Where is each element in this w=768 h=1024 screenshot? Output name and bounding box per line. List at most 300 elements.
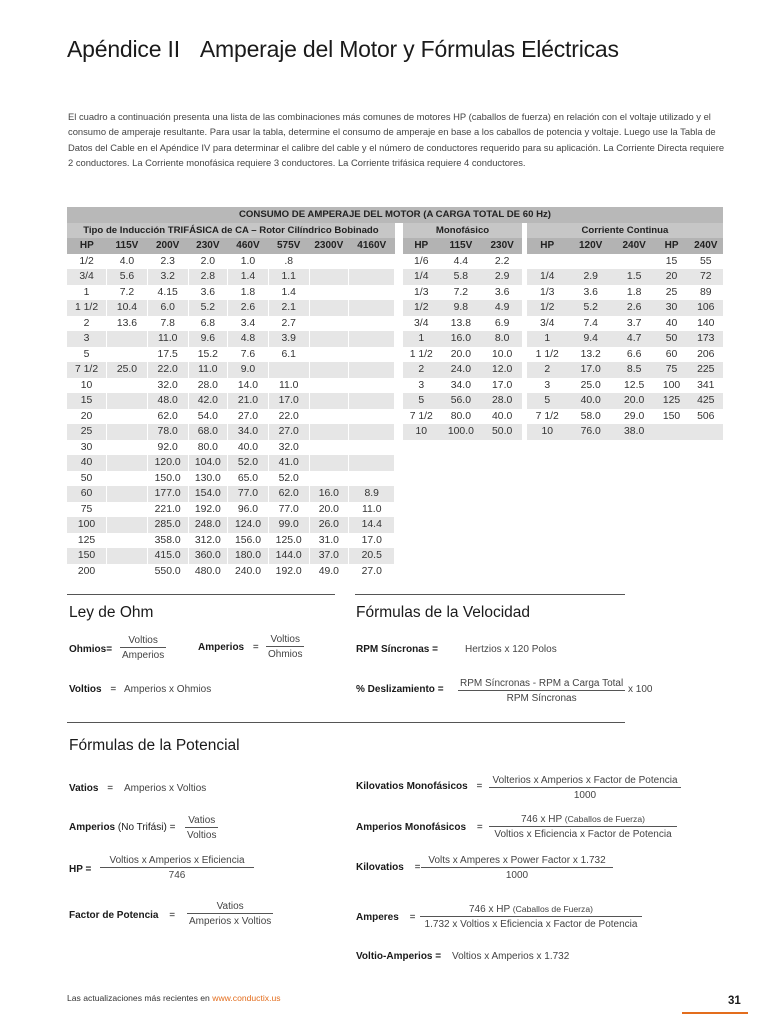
cell-3ph: 1.4 — [268, 285, 309, 301]
cell-3ph: 3.6 — [188, 285, 228, 301]
cell-dc: 30 — [655, 300, 689, 316]
ohm-law-heading: Ley de Ohm — [69, 604, 154, 621]
cell-3ph: 28.0 — [188, 378, 228, 394]
cell-dc: 6.6 — [614, 347, 655, 363]
cell-3ph — [107, 409, 148, 425]
cell-3ph: 22.0 — [147, 362, 188, 378]
cell-3ph: 48.0 — [147, 393, 188, 409]
cell-dc: 1/4 — [527, 269, 568, 285]
cell-3ph: 14.0 — [228, 378, 269, 394]
cell-dc: 17.0 — [568, 362, 614, 378]
cell-3ph: 62.0 — [147, 409, 188, 425]
cell-3ph: 104.0 — [188, 455, 228, 471]
vatios-expression: Amperios x Voltios — [124, 783, 207, 794]
cell-3ph — [349, 269, 395, 285]
cell-dc: 1.8 — [614, 285, 655, 301]
page-number-underline — [682, 1012, 748, 1014]
cell-dc: 3.7 — [614, 316, 655, 332]
cell-empty — [395, 471, 403, 487]
cell-dc: 3.6 — [568, 285, 614, 301]
cell-1ph: 3 — [403, 378, 440, 394]
col-header-3ph: 460V — [228, 238, 269, 254]
cell-empty — [614, 548, 655, 564]
cell-3ph: 8.9 — [349, 486, 395, 502]
cell-1ph: 1/2 — [403, 300, 440, 316]
table-row — [67, 424, 723, 440]
cell-empty — [655, 533, 689, 549]
cell-3ph: 2.8 — [188, 269, 228, 285]
cell-3ph: 2.7 — [268, 316, 309, 332]
cell-3ph: 6.1 — [268, 347, 309, 363]
cell-dc: 75 — [655, 362, 689, 378]
cell-1ph: 1 1/2 — [403, 347, 440, 363]
cell-gap — [395, 269, 403, 285]
cell-3ph — [349, 455, 395, 471]
cell-3ph: 4.8 — [228, 331, 269, 347]
cell-3ph: 26.0 — [309, 517, 349, 533]
cell-3ph: 1.4 — [228, 269, 269, 285]
cell-3ph: 11.0 — [268, 378, 309, 394]
cell-1ph: 17.0 — [482, 378, 523, 394]
cell-1ph: 34.0 — [440, 378, 482, 394]
cell-dc: 25 — [655, 285, 689, 301]
cell-dc: 1 1/2 — [527, 347, 568, 363]
cell-3ph: 192.0 — [188, 502, 228, 518]
cell-dc — [614, 254, 655, 270]
cell-1ph: 12.0 — [482, 362, 523, 378]
slip-multiplier: x 100 — [628, 684, 653, 695]
cell-3ph: .8 — [268, 254, 309, 270]
cell-dc: 40 — [655, 316, 689, 332]
cell-3ph: 78.0 — [147, 424, 188, 440]
table-row — [67, 533, 723, 549]
cell-empty — [614, 564, 655, 580]
cell-empty — [655, 548, 689, 564]
cell-3ph: 358.0 — [147, 533, 188, 549]
table-row — [67, 393, 723, 409]
voltios-label: Voltios = — [69, 684, 117, 695]
cell-3ph: 41.0 — [268, 455, 309, 471]
cell-empty — [655, 440, 689, 456]
cell-empty — [568, 471, 614, 487]
col-header-3ph: HP — [67, 238, 107, 254]
ohmios-fraction — [120, 635, 166, 661]
cell-dc: 58.0 — [568, 409, 614, 425]
cell-3ph — [107, 331, 148, 347]
cell-3ph: 17.5 — [147, 347, 188, 363]
table-row — [67, 517, 723, 533]
cell-3ph — [349, 409, 395, 425]
cell-1ph: 10.0 — [482, 347, 523, 363]
cell-empty — [395, 486, 403, 502]
cell-3ph — [349, 331, 395, 347]
col-header-dc: 240V — [614, 238, 655, 254]
cell-empty — [395, 564, 403, 580]
cell-dc: 20 — [655, 269, 689, 285]
cell-1ph: 6.9 — [482, 316, 523, 332]
cell-3ph — [107, 347, 148, 363]
cell-3ph: 15 — [67, 393, 107, 409]
cell-empty — [614, 517, 655, 533]
factor-potencia-label: Factor de Potencia = — [69, 910, 176, 921]
amperios-monofasicos-fraction: 746 x HP (Caballos de Fuerza) Voltios x Eficiencia x Factor de Potencia — [489, 814, 677, 840]
table-row — [67, 455, 723, 471]
cell-3ph: 1 — [67, 285, 107, 301]
cell-empty — [440, 440, 482, 456]
cell-dc: 20.0 — [614, 393, 655, 409]
col-header-3ph: 115V — [107, 238, 148, 254]
cell-dc: 76.0 — [568, 424, 614, 440]
cell-3ph: 17.0 — [349, 533, 395, 549]
cell-3ph — [107, 471, 148, 487]
cell-3ph: 100 — [67, 517, 107, 533]
cell-3ph: 125.0 — [268, 533, 309, 549]
cell-empty — [655, 471, 689, 487]
footer-note: Las actualizaciones más recientes en www.conductix.us — [67, 993, 281, 1003]
cell-empty — [403, 486, 440, 502]
cell-3ph: 180.0 — [228, 548, 269, 564]
cell-dc: 225 — [689, 362, 723, 378]
cell-1ph: 56.0 — [440, 393, 482, 409]
cell-3ph: 7.2 — [107, 285, 148, 301]
cell-3ph: 2.0 — [188, 254, 228, 270]
group-header-dc: Corriente Continua — [527, 223, 723, 239]
cell-3ph: 156.0 — [228, 533, 269, 549]
cell-dc: 2.6 — [614, 300, 655, 316]
cell-3ph — [268, 362, 309, 378]
cell-empty — [655, 486, 689, 502]
cell-3ph: 125 — [67, 533, 107, 549]
cell-1ph: 7.2 — [440, 285, 482, 301]
cell-3ph: 360.0 — [188, 548, 228, 564]
cell-gap — [395, 362, 403, 378]
col-header-dc: 240V — [689, 238, 723, 254]
cell-3ph: 7.8 — [147, 316, 188, 332]
cell-3ph — [349, 316, 395, 332]
table-row — [67, 362, 723, 378]
cell-1ph: 20.0 — [440, 347, 482, 363]
cell-3ph — [309, 362, 349, 378]
cell-empty — [395, 517, 403, 533]
cell-3ph: 550.0 — [147, 564, 188, 580]
cell-empty — [395, 548, 403, 564]
cell-3ph: 2.6 — [228, 300, 269, 316]
col-header-3ph: 230V — [188, 238, 228, 254]
kilovatios-monofasicos-fraction: Volterios x Amperios x Factor de Potencia 1000 — [489, 775, 681, 801]
cell-empty — [568, 533, 614, 549]
cell-3ph: 60 — [67, 486, 107, 502]
cell-empty — [527, 471, 568, 487]
cell-3ph: 77.0 — [228, 486, 269, 502]
amperios-no-trifasico-label: Amperios (No Trifási) = — [69, 822, 176, 833]
cell-3ph: 1.0 — [228, 254, 269, 270]
cell-3ph: 25 — [67, 424, 107, 440]
cell-3ph — [107, 533, 148, 549]
cell-3ph: 6.8 — [188, 316, 228, 332]
cell-empty — [527, 564, 568, 580]
group-header-three-phase: Tipo de Inducción TRIFÁSICA de CA – Rotor Cilíndrico Bobinado — [67, 223, 395, 239]
cell-empty — [395, 440, 403, 456]
cell-1ph: 16.0 — [440, 331, 482, 347]
cell-3ph: 7.6 — [228, 347, 269, 363]
table-row — [67, 564, 723, 580]
cell-3ph: 154.0 — [188, 486, 228, 502]
cell-1ph: 28.0 — [482, 393, 523, 409]
amperios-fraction — [266, 634, 304, 660]
cell-1ph: 2 — [403, 362, 440, 378]
cell-3ph: 11.0 — [147, 331, 188, 347]
cell-empty — [440, 533, 482, 549]
cell-1ph: 1/6 — [403, 254, 440, 270]
cell-3ph: 62.0 — [268, 486, 309, 502]
cell-empty — [689, 548, 723, 564]
cell-dc: 72 — [689, 269, 723, 285]
cell-dc: 13.2 — [568, 347, 614, 363]
cell-empty — [655, 502, 689, 518]
cell-3ph: 11.0 — [349, 502, 395, 518]
cell-dc: 1/3 — [527, 285, 568, 301]
cell-1ph: 3/4 — [403, 316, 440, 332]
cell-3ph: 1/2 — [67, 254, 107, 270]
cell-3ph: 240.0 — [228, 564, 269, 580]
cell-3ph: 99.0 — [268, 517, 309, 533]
cell-3ph — [309, 285, 349, 301]
cell-3ph: 120.0 — [147, 455, 188, 471]
cell-3ph: 150 — [67, 548, 107, 564]
cell-1ph: 13.8 — [440, 316, 482, 332]
cell-empty — [395, 533, 403, 549]
hp-label: HP = — [69, 864, 92, 875]
table-row — [67, 347, 723, 363]
cell-empty — [568, 502, 614, 518]
ohmios-numerator: Voltios — [128, 635, 158, 646]
cell-dc: 1 — [527, 331, 568, 347]
cell-3ph: 14.4 — [349, 517, 395, 533]
website-link[interactable]: www.conductix.us — [212, 993, 281, 1003]
cell-3ph — [349, 378, 395, 394]
col-header-3ph: 200V — [147, 238, 188, 254]
cell-empty — [440, 471, 482, 487]
cell-3ph: 5.6 — [107, 269, 148, 285]
cell-3ph: 3/4 — [67, 269, 107, 285]
cell-3ph: 75 — [67, 502, 107, 518]
amperes-fraction: 746 x HP (Caballos de Fuerza) 1.732 x Voltios x Eficiencia x Factor de Potencia — [420, 904, 642, 930]
cell-3ph: 2 — [67, 316, 107, 332]
cell-dc: 2.9 — [568, 269, 614, 285]
cell-3ph: 20 — [67, 409, 107, 425]
cell-3ph: 32.0 — [268, 440, 309, 456]
cell-3ph — [349, 300, 395, 316]
cell-gap — [395, 285, 403, 301]
cell-dc — [689, 424, 723, 440]
rpm-label: RPM Síncronas = — [356, 644, 438, 655]
cell-dc: 7.4 — [568, 316, 614, 332]
cell-dc: 425 — [689, 393, 723, 409]
cell-empty — [568, 486, 614, 502]
cell-3ph — [107, 517, 148, 533]
cell-3ph: 4.0 — [107, 254, 148, 270]
ohmios-label: Ohmios= — [69, 644, 113, 655]
cell-empty — [568, 455, 614, 471]
cell-3ph: 65.0 — [228, 471, 269, 487]
cell-3ph: 124.0 — [228, 517, 269, 533]
voltio-amperios-label: Voltio-Amperios = — [356, 951, 442, 962]
cell-dc: 60 — [655, 347, 689, 363]
cell-3ph — [349, 440, 395, 456]
col-header-1ph: 230V — [482, 238, 523, 254]
cell-3ph: 5.2 — [188, 300, 228, 316]
col-header-dc: HP — [655, 238, 689, 254]
cell-3ph — [107, 548, 148, 564]
velocity-heading: Fórmulas de la Velocidad — [356, 604, 531, 621]
cell-3ph: 9.6 — [188, 331, 228, 347]
cell-empty — [527, 548, 568, 564]
cell-empty — [655, 517, 689, 533]
cell-empty — [482, 455, 523, 471]
cell-1ph: 1 — [403, 331, 440, 347]
table-row — [67, 502, 723, 518]
cell-gap — [395, 378, 403, 394]
amperios-denominator: Ohmios — [268, 649, 303, 660]
cell-3ph: 25.0 — [107, 362, 148, 378]
cell-empty — [482, 533, 523, 549]
cell-empty — [527, 455, 568, 471]
cell-empty — [482, 440, 523, 456]
divider-ohm — [67, 594, 335, 595]
cell-3ph: 130.0 — [188, 471, 228, 487]
cell-1ph: 80.0 — [440, 409, 482, 425]
col-header-1ph: HP — [403, 238, 440, 254]
cell-3ph: 49.0 — [309, 564, 349, 580]
table-row — [67, 548, 723, 564]
cell-3ph: 248.0 — [188, 517, 228, 533]
cell-3ph: 10 — [67, 378, 107, 394]
cell-3ph: 34.0 — [228, 424, 269, 440]
cell-3ph: 22.0 — [268, 409, 309, 425]
cell-1ph: 7 1/2 — [403, 409, 440, 425]
cell-dc: 506 — [689, 409, 723, 425]
cell-3ph: 1.8 — [228, 285, 269, 301]
cell-3ph: 221.0 — [147, 502, 188, 518]
kilovatios-fraction: Volts x Amperes x Power Factor x 1.732 1000 — [421, 855, 613, 881]
cell-1ph: 2.9 — [482, 269, 523, 285]
cell-3ph: 27.0 — [349, 564, 395, 580]
cell-empty — [482, 471, 523, 487]
cell-3ph: 80.0 — [188, 440, 228, 456]
cell-dc: 3 — [527, 378, 568, 394]
cell-empty — [689, 564, 723, 580]
cell-3ph: 192.0 — [268, 564, 309, 580]
cell-3ph: 2.3 — [147, 254, 188, 270]
cell-3ph: 150.0 — [147, 471, 188, 487]
voltios-expression: Amperios x Ohmios — [124, 684, 212, 695]
cell-3ph: 77.0 — [268, 502, 309, 518]
table-row — [67, 300, 723, 316]
cell-empty — [440, 486, 482, 502]
cell-3ph: 9.0 — [228, 362, 269, 378]
cell-dc: 38.0 — [614, 424, 655, 440]
cell-3ph: 20.5 — [349, 548, 395, 564]
cell-3ph — [309, 331, 349, 347]
cell-3ph — [309, 300, 349, 316]
cell-3ph — [107, 440, 148, 456]
cell-dc: 89 — [689, 285, 723, 301]
cell-gap — [395, 316, 403, 332]
table-row — [67, 331, 723, 347]
cell-3ph: 3.2 — [147, 269, 188, 285]
cell-1ph: 3.6 — [482, 285, 523, 301]
col-header-1ph: 115V — [440, 238, 482, 254]
cell-empty — [689, 502, 723, 518]
cell-empty — [482, 548, 523, 564]
cell-empty — [614, 533, 655, 549]
rpm-expression: Hertzios x 120 Polos — [465, 644, 557, 655]
amperios-label: Amperios = — [198, 642, 259, 653]
col-header-dc: HP — [527, 238, 568, 254]
cell-empty — [527, 486, 568, 502]
cell-empty — [403, 440, 440, 456]
cell-3ph: 52.0 — [268, 471, 309, 487]
page-number: 31 — [728, 995, 741, 1007]
cell-3ph — [309, 424, 349, 440]
cell-3ph: 27.0 — [268, 424, 309, 440]
cell-dc: 4.7 — [614, 331, 655, 347]
cell-3ph — [107, 378, 148, 394]
cell-3ph: 1 1/2 — [67, 300, 107, 316]
cell-empty — [655, 564, 689, 580]
cell-empty — [568, 440, 614, 456]
cell-3ph: 40 — [67, 455, 107, 471]
cell-3ph: 177.0 — [147, 486, 188, 502]
cell-dc: 173 — [689, 331, 723, 347]
cell-dc: 8.5 — [614, 362, 655, 378]
col-header-3ph: 4160V — [349, 238, 395, 254]
cell-empty — [527, 502, 568, 518]
cell-empty — [614, 440, 655, 456]
cell-dc: 206 — [689, 347, 723, 363]
cell-3ph: 54.0 — [188, 409, 228, 425]
table-row — [67, 409, 723, 425]
col-gap — [395, 238, 403, 254]
cell-empty — [395, 455, 403, 471]
cell-3ph: 415.0 — [147, 548, 188, 564]
cell-3ph — [107, 393, 148, 409]
slip-fraction — [458, 678, 625, 704]
cell-empty — [440, 517, 482, 533]
table-row — [67, 440, 723, 456]
kilovatios-label: Kilovatios = — [356, 862, 421, 873]
col-header-3ph: 2300V — [309, 238, 349, 254]
table-row — [67, 378, 723, 394]
cell-dc: 106 — [689, 300, 723, 316]
cell-empty — [440, 502, 482, 518]
cell-3ph: 21.0 — [228, 393, 269, 409]
cell-3ph — [107, 486, 148, 502]
factor-potencia-fraction: Vatios Amperios x Voltios — [189, 901, 272, 927]
table-row — [67, 285, 723, 301]
cell-3ph — [349, 285, 395, 301]
cell-empty — [655, 455, 689, 471]
cell-3ph — [309, 471, 349, 487]
cell-empty — [403, 517, 440, 533]
cell-dc: 100 — [655, 378, 689, 394]
table-row — [67, 269, 723, 285]
table-title: CONSUMO DE AMPERAJE DEL MOTOR (A CARGA TOTAL DE 60 Hz) — [67, 207, 723, 223]
cell-1ph: 10 — [403, 424, 440, 440]
cell-dc: 125 — [655, 393, 689, 409]
cell-1ph: 5 — [403, 393, 440, 409]
cell-dc: 1.5 — [614, 269, 655, 285]
